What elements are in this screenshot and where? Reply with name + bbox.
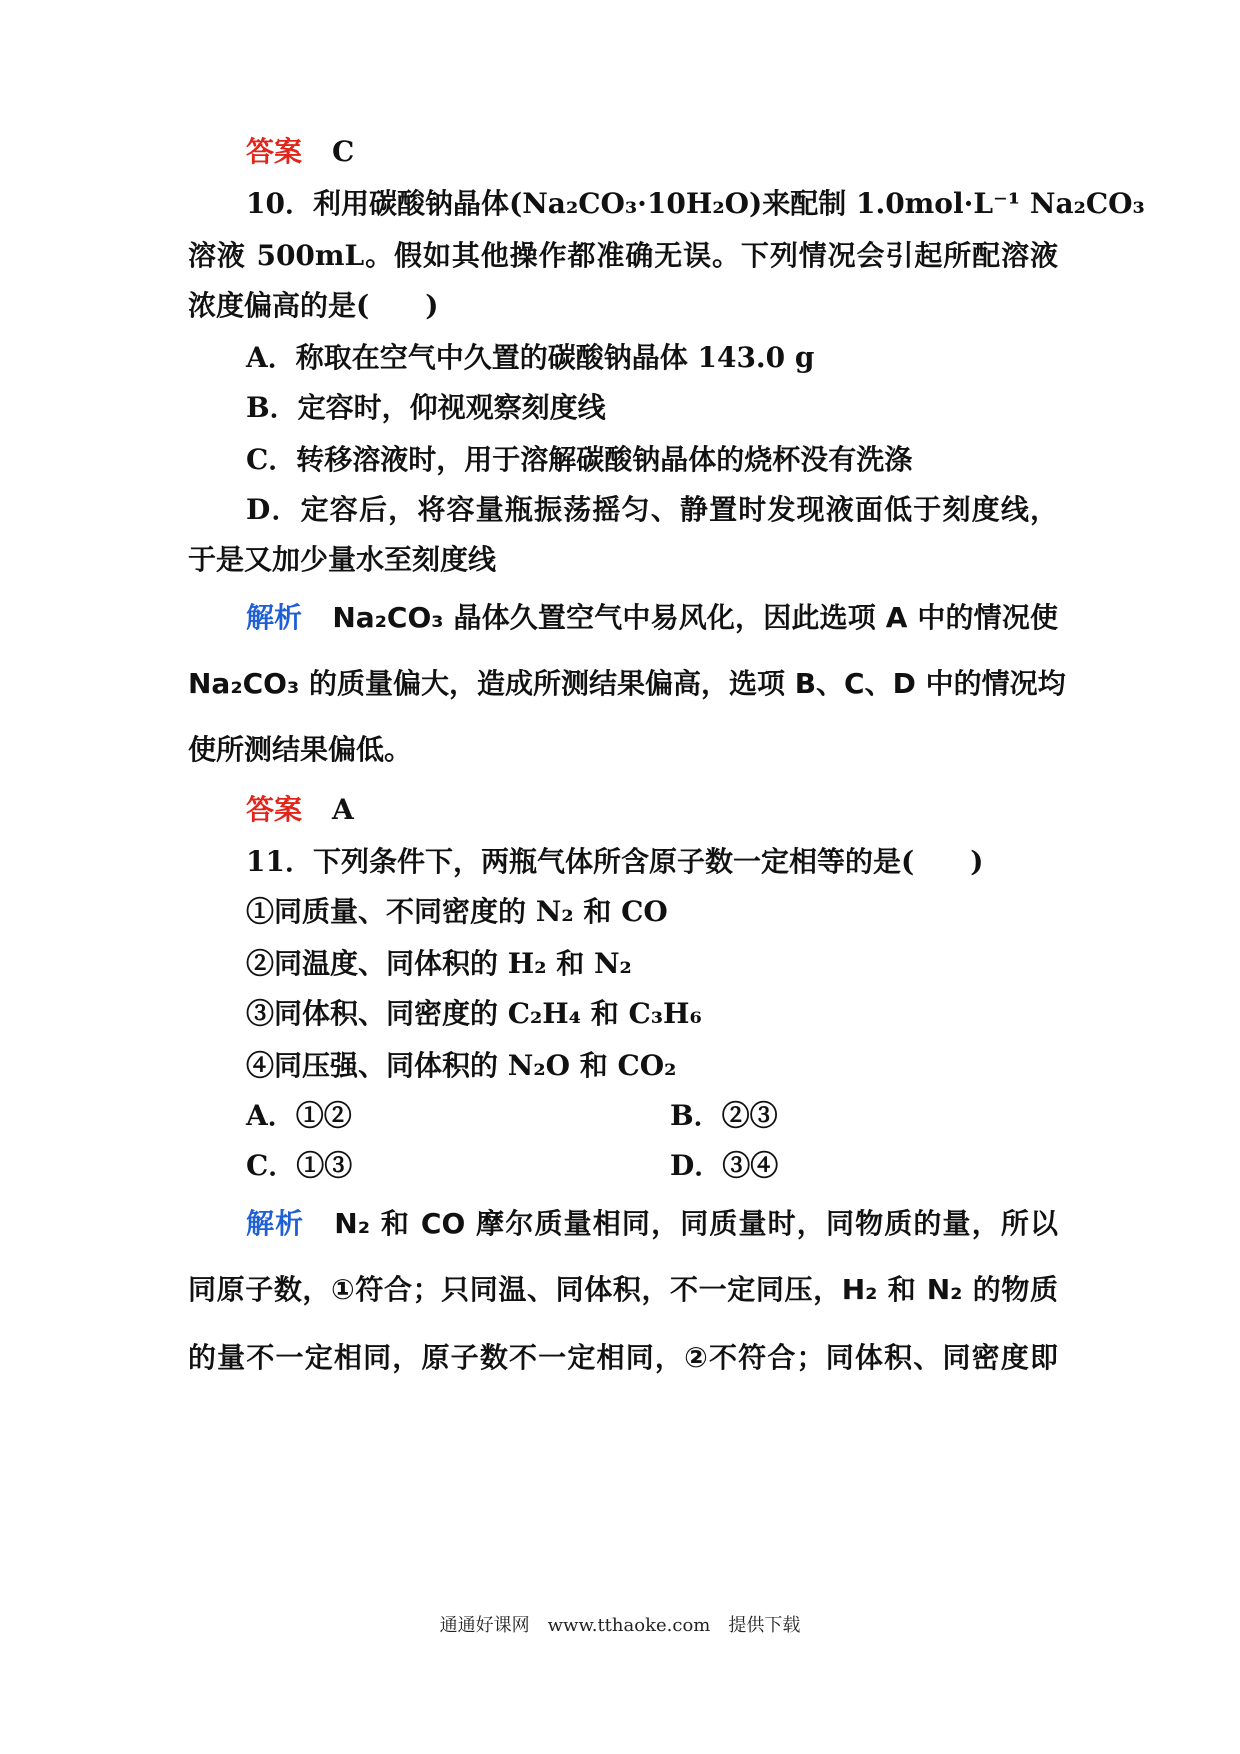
q11-condition-1: ①同质量、不同密度的 N₂ 和 CO [246, 895, 668, 928]
answer-value: A [332, 793, 354, 826]
q11-condition-3: ③同体积、同密度的 C₂H₄ 和 C₃H₆ [246, 997, 702, 1030]
q11-choice-b: B．②③ [670, 1099, 778, 1132]
q10-analysis-line-3: 使所测结果偏低。 [188, 733, 413, 766]
analysis-text-1: N₂ 和 CO 摩尔质量相同，同质量时，同物质的量，所以 [334, 1207, 1058, 1240]
q10-option-d: D．定容后，将容量瓶振荡摇匀、静置时发现液面低于刻度线， [246, 493, 1058, 526]
q11-analysis-line-3: 的量不一定相同，原子数不一定相同，②不符合；同体积、同密度即 [188, 1341, 1058, 1374]
answer-label: 答案 [246, 793, 303, 826]
analysis-label: 解析 [246, 1207, 305, 1240]
q10-stem-line-1: 10．利用碳酸钠晶体(Na₂CO₃·10H₂O)来配制 1.0mol·L⁻¹ Na₂CO₃ [246, 187, 1145, 220]
q10-answer-line [246, 790, 1058, 830]
q11-condition-2: ②同温度、同体积的 H₂ 和 N₂ [246, 947, 632, 980]
q10-analysis-line-2: Na₂CO₃ 的质量偏大，造成所测结果偏高，选项 B、C、D 中的情况均 [188, 667, 1066, 700]
q10-option-a: A．称取在空气中久置的碳酸钠晶体 143.0 g [246, 341, 815, 374]
q10-stem-line-2: 溶液 500mL。假如其他操作都准确无误。下列情况会引起所配溶液 [188, 239, 1058, 272]
answer-value: C [332, 135, 355, 168]
analysis-label: 解析 [246, 601, 303, 634]
q11-choice-c: C．①③ [246, 1149, 353, 1182]
q11-choice-a: A．①② [246, 1099, 352, 1132]
q10-option-d-cont: 于是又加少量水至刻度线 [188, 543, 497, 576]
q11-analysis-line-1 [246, 1204, 1058, 1244]
q11-stem: 11．下列条件下，两瓶气体所含原子数一定相等的是( ) [246, 845, 984, 878]
q10-stem-line-3: 浓度偏高的是( ) [188, 289, 439, 322]
q11-analysis-line-2: 同原子数，①符合；只同温、同体积，不一定同压，H₂ 和 N₂ 的物质 [188, 1273, 1058, 1306]
q11-choice-d: D．③④ [670, 1149, 779, 1182]
q9-answer-line [246, 132, 1058, 172]
q11-condition-4: ④同压强、同体积的 N₂O 和 CO₂ [246, 1049, 677, 1082]
q11-choices-row-1 [246, 1096, 1058, 1136]
q10-option-b: B．定容时，仰视观察刻度线 [246, 391, 606, 424]
analysis-text-1: Na₂CO₃ 晶体久置空气中易风化，因此选项 A 中的情况使 [332, 601, 1058, 634]
q10-analysis-line-1 [246, 598, 1058, 638]
q11-choices-row-2 [246, 1146, 1058, 1186]
page-footer: 通通好课网 www.tthaoke.com 提供下载 [439, 1615, 801, 1636]
q10-option-c: C．转移溶液时，用于溶解碳酸钠晶体的烧杯没有洗涤 [246, 443, 913, 476]
answer-label: 答案 [246, 135, 303, 168]
